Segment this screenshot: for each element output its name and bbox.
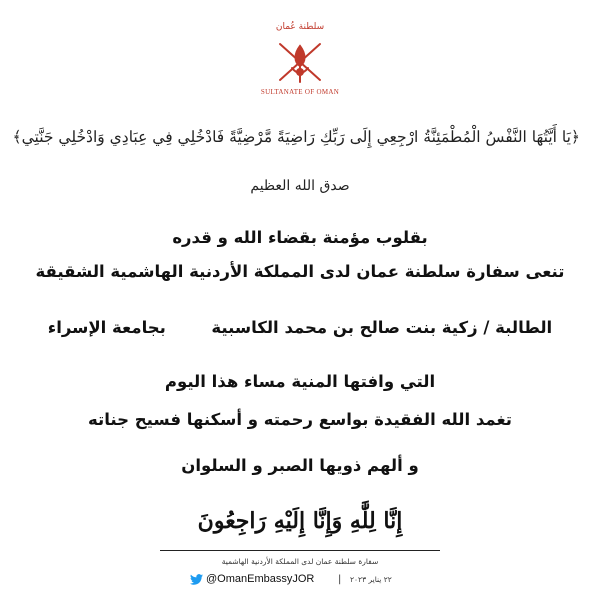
handle-text: @OmanEmbassyJOR: [206, 573, 315, 585]
emblem-english-text: SULTANATE OF OMAN: [260, 88, 340, 96]
footer-meta: [150, 573, 450, 589]
patience-line: و ألهم ذويها الصبر و السلوان: [181, 456, 419, 475]
emblem-arabic-text: سلطنة عُمان: [275, 22, 325, 32]
sadaq-allah-text: صدق الله العظيم: [250, 178, 350, 194]
passing-line: التي وافتها المنية مساء هذا اليوم: [164, 372, 436, 391]
footer-divider: [160, 550, 440, 551]
embassy-announcement-line: تنعى سفارة سلطنة عمان لدى المملكة الأردنية الهاشمية الشقيقة: [35, 262, 565, 281]
quran-verse: ﴿يَا أَيَّتُهَا النَّفْسُ الْمُطْمَئِنَّةُ ارْجِعِي إِلَى رَبِّكِ رَاضِيَةً مَّرْضِيَّةً فَادْخُلِي فِي عِبَادِي وَادْخُلِي جَنَّتِي﴾: [12, 128, 580, 146]
deceased-line: [20, 318, 580, 337]
istirja-calligraphy: إِنَّا لِلَّٰهِ وَإِنَّا إِلَيْهِ رَاجِعُونَ: [197, 508, 403, 534]
university-name: بجامعة الإسراء: [47, 318, 166, 337]
intro-line: بقلوب مؤمنة بقضاء الله و قدره: [172, 228, 428, 247]
oman-emblem: [258, 22, 342, 100]
footer-date: ٢٢ يناير ٢٠٢٣: [350, 575, 392, 584]
twitter-handle-link[interactable]: [190, 573, 314, 585]
twitter-bird-icon: [190, 574, 203, 585]
deceased-name: الطالبة / زكية بنت صالح بن محمد الكاسبية: [211, 318, 553, 337]
khanjar-swords-icon: [270, 32, 330, 88]
prayer-line: تغمد الله الفقيدة بواسع رحمته و أسكنها فسيح جناته: [88, 410, 512, 429]
footer-separator: |: [338, 574, 342, 585]
footer-embassy-name: سفارة سلطنة عمان لدى المملكة الأردنية الهاشمية: [221, 557, 379, 566]
